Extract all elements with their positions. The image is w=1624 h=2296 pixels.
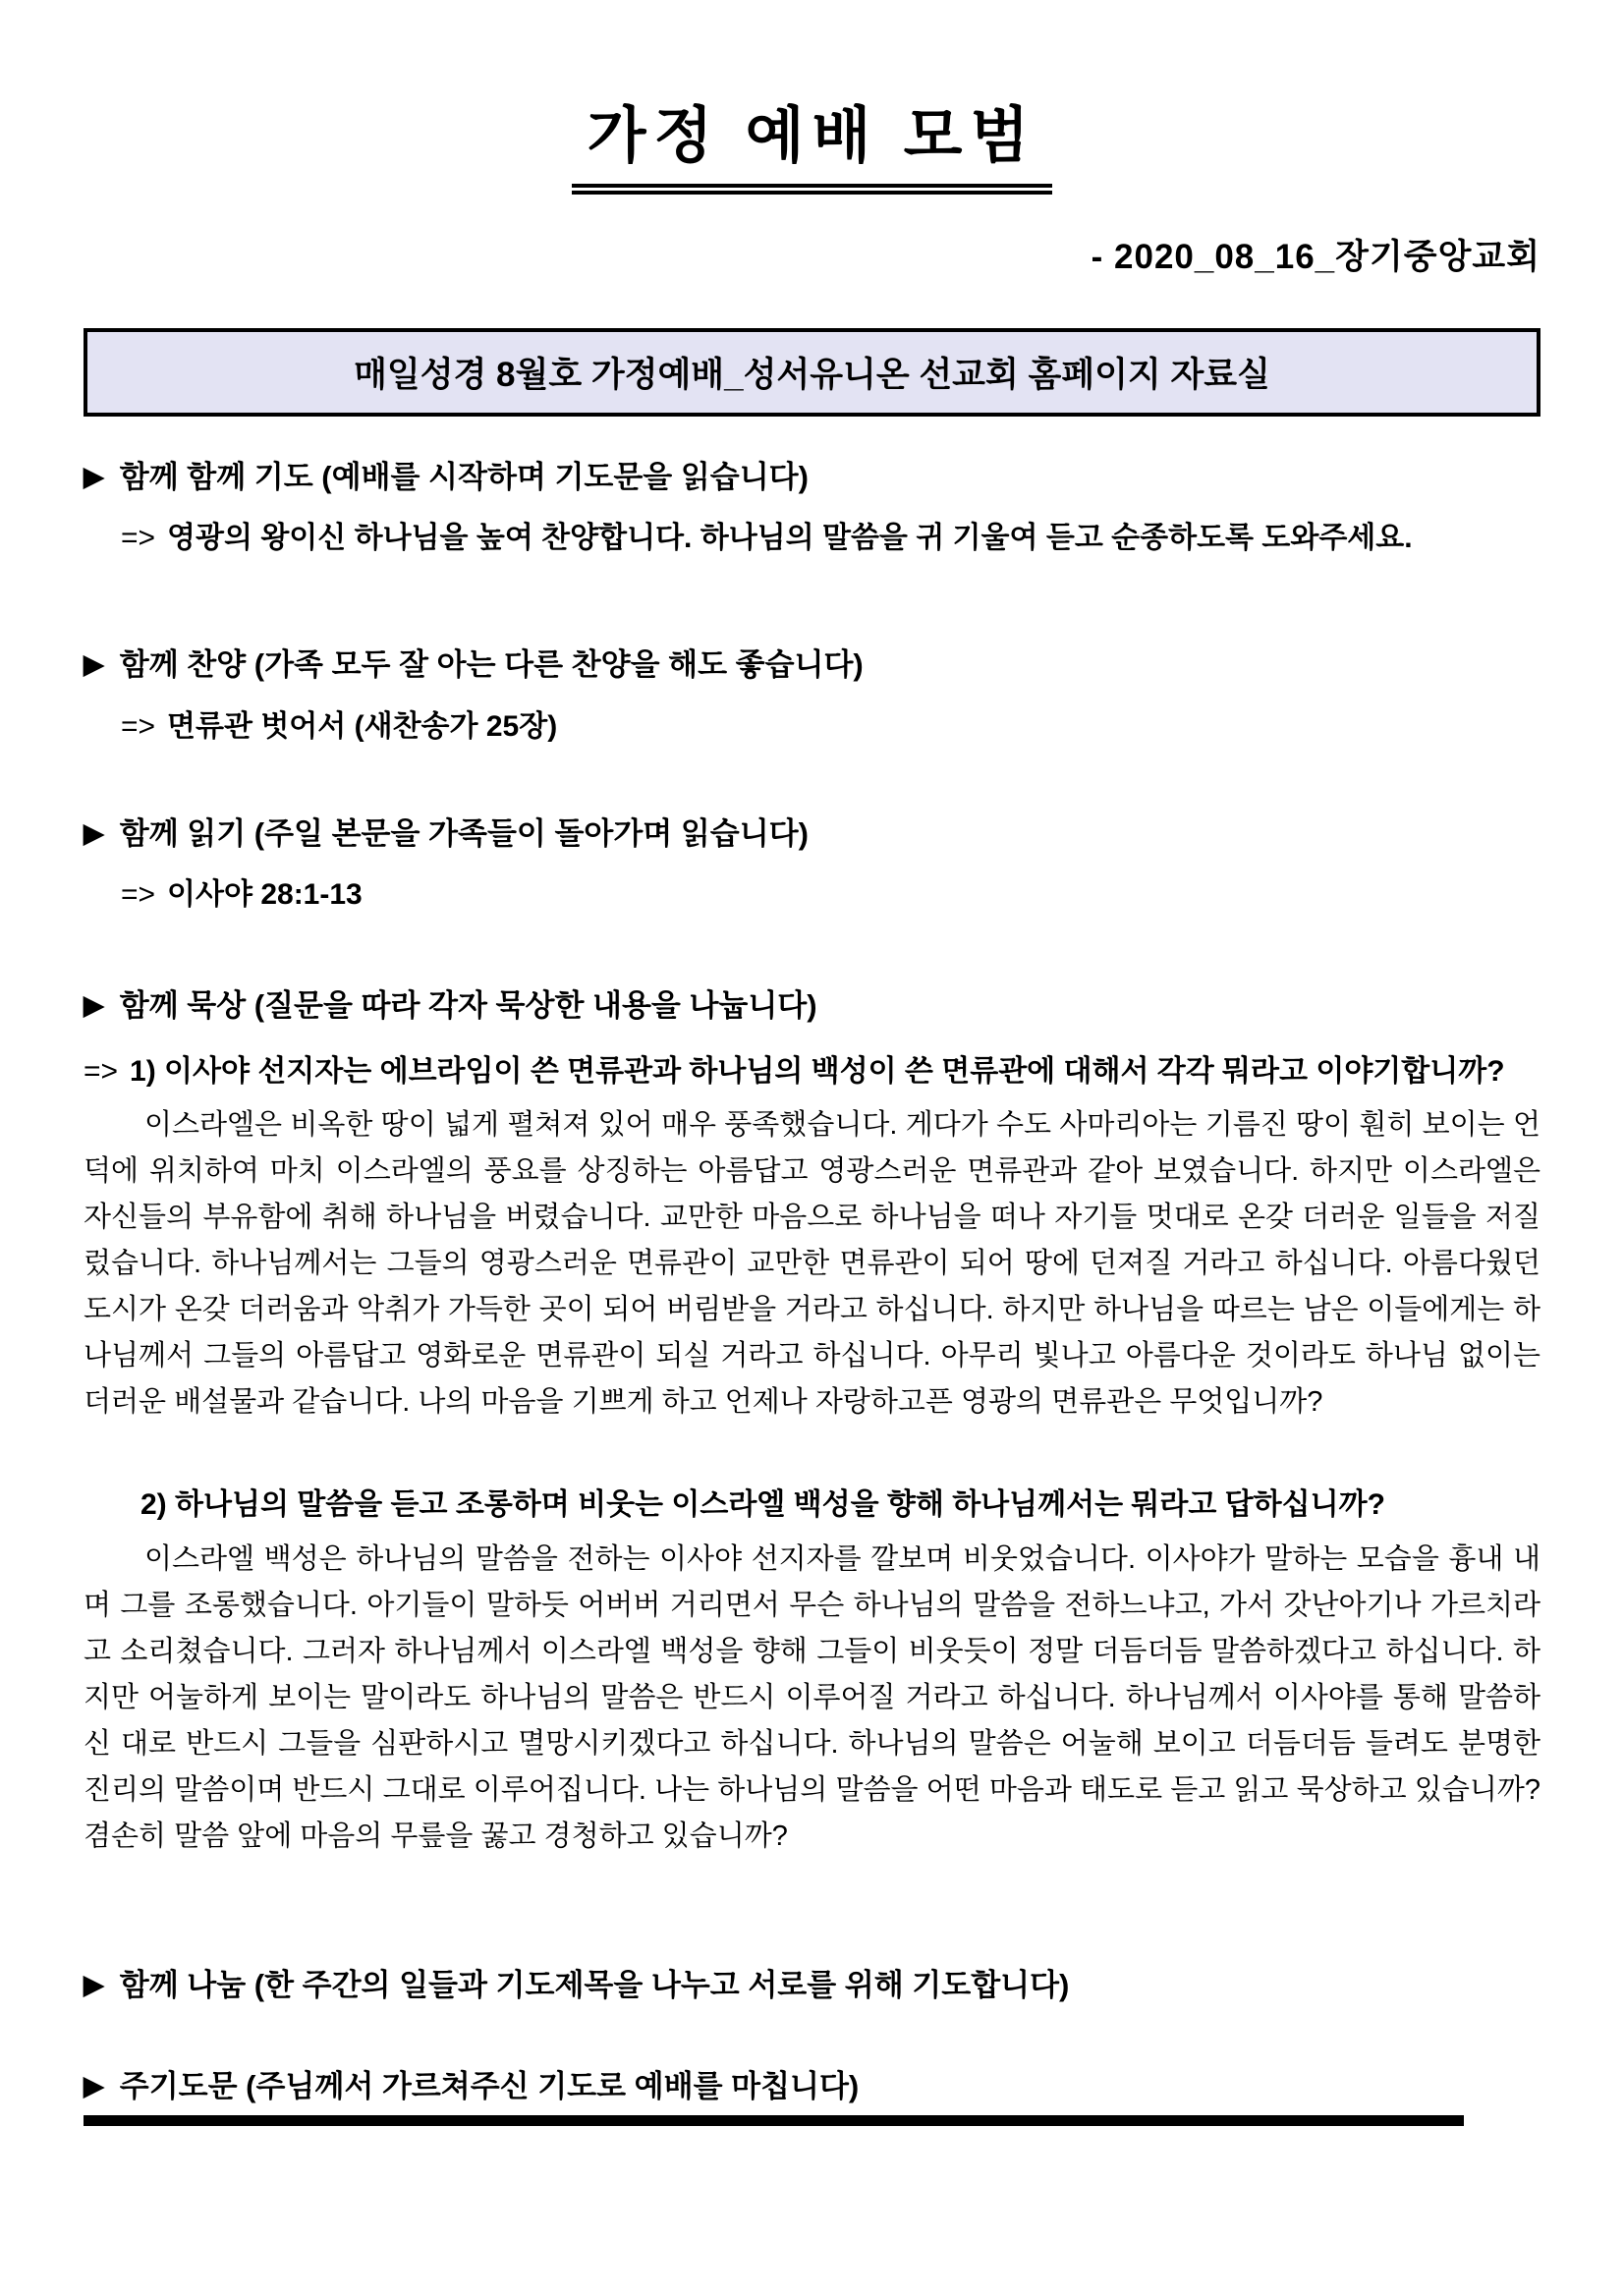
bullet-triangle-icon: ▶	[84, 1969, 104, 1999]
section-prayer-response	[121, 518, 1540, 559]
meditation-answer-2: 이스라엘 백성은 하나님의 말씀을 전하는 이사야 선지자를 깔보며 비웃었습니다. 이사야가 말하는 모습을 흉내 내며 그를 조롱했습니다. 아기들이 말하듯 어버버 거리면서 무슨 하나님의 말씀을 전하느냐고, 가서 갓난아기나 가르치라고 소리쳤습니다. 그러자 하나님께서 이스라엘 백성을 향해 그들이 비웃듯이 정말 더듬더듬 말씀하겠다고 하십니다. 하지만 어눌하게 보이는 말이라도 하나님의 말씀은 반드시 이루어질 거라고 하십니다. 하나님께서 이사야를 통해 말씀하신 대로 반드시 그들을 심판하시고 멸망시키겠다고 하십니다. 하나님의 말씀은 어눌해 보이고 더듬더듬 들려도 분명한 진리의 말씀이며 반드시 그대로 이루어집니다. 나는 하나님의 말씀을 어떤 마음과 태도로 듣고 읽고 묵상하고 있습니까? 겸손히 말씀 앞에 마음의 무릎을 꿇고 경청하고 있습니까?	[84, 1542, 1540, 1852]
meditation-question-2: 2) 하나님의 말씀을 듣고 조롱하며 비웃는 이스라엘 백성을 향해 하나님께서는 뭐라고 답하십니까?	[140, 1488, 1385, 1522]
arrow-icon: =>	[84, 1054, 119, 1088]
arrow-icon: =>	[121, 522, 156, 555]
section-praise-response-text: 면류관 벗어서 (새찬송가 25장)	[167, 709, 558, 743]
section-sharing-heading-text: 함께 나눔 (한 주간의 일들과 기도제목을 나누고 서로를 위해 기도합니다)	[119, 1967, 1070, 2002]
section-prayer-response-text: 영광의 왕이신 하나님을 높여 찬양합니다. 하나님의 말씀을 귀 기울여 듣고 순종하도록 도와주세요.	[167, 522, 1413, 555]
section-praise-heading	[84, 644, 1540, 686]
bullet-triangle-icon: ▶	[84, 817, 104, 848]
section-sharing-heading	[84, 1964, 1540, 2006]
section-lords-prayer-heading	[84, 2065, 1540, 2107]
section-reading-heading-text: 함께 읽기 (주일 본문을 가족들이 돌아가며 읽습니다)	[119, 815, 809, 851]
bottom-divider	[84, 2115, 1464, 2126]
section-meditation-heading	[84, 984, 1540, 1027]
section-lords-prayer-heading-text: 주기도문 (주님께서 가르쳐주신 기도로 예배를 마칩니다)	[119, 2068, 860, 2103]
section-praise-heading-text: 함께 찬양 (가족 모두 잘 아는 다른 찬양을 해도 좋습니다)	[119, 647, 864, 683]
meditation-answer-1: 이스라엘은 비옥한 땅이 넓게 펼쳐져 있어 매우 풍족했습니다. 게다가 수도 사마리아는 기름진 땅이 훤히 보이는 언덕에 위치하여 마치 이스라엘의 풍요를 상징하는 아름답고 영광스러운 면류관과 같아 보였습니다. 하지만 이스라엘은 자신들의 부유함에 취해 하나님을 버렸습니다. 교만한 마음으로 하나님을 떠나 자기들 멋대로 온갖 더러운 일들을 저질렀습니다. 하나님께서는 그들의 영광스러운 면류관이 교만한 면류관이 되어 땅에 던져질 거라고 하십니다. 아름다웠던 도시가 온갖 더러움과 악취가 가득한 곳이 되어 버림받을 거라고 하십니다. 하지만 하나님을 따르는 남은 이들에게는 하나님께서 그들의 아름답고 영화로운 면류관이 되실 거라고 하십니다. 아무리 빛나고 아름다운 것이라도 하나님 없이는 더러운 배설물과 같습니다. 나의 마음을 기쁘게 하고 언제나 자랑하고픈 영광의 면류관은 무엇입니까?	[84, 1109, 1540, 1419]
meditation-question-1	[84, 1049, 1540, 1095]
source-banner	[84, 328, 1540, 417]
bullet-triangle-icon: ▶	[84, 462, 104, 491]
section-prayer-heading-text: 함께 함께 기도 (예배를 시작하며 기도문을 읽습니다)	[119, 460, 809, 494]
source-banner-text: 매일성경 8월호 가정예배_성서유니온 선교회 홈페이지 자료실	[354, 356, 1270, 394]
date-church-line: - 2020_08_16_장기중앙교회	[1091, 238, 1540, 276]
page-title: 가정 예배 모범	[572, 86, 1053, 195]
section-reading-heading	[84, 812, 1540, 855]
bullet-triangle-icon: ▶	[84, 2070, 104, 2100]
bullet-triangle-icon: ▶	[84, 990, 104, 1021]
meditation-question-1-text: 1) 이사야 선지자는 에브라임이 쓴 면류관과 하나님의 백성이 쓴 면류관에 대해서 각각 뭐라고 이야기합니까?	[130, 1054, 1505, 1088]
section-praise-response	[121, 706, 1540, 748]
title-block	[84, 86, 1540, 195]
section-reading-response-text: 이사야 28:1-13	[167, 878, 363, 912]
bullet-triangle-icon: ▶	[84, 649, 104, 680]
arrow-icon: =>	[121, 709, 156, 743]
section-reading-response	[121, 874, 1540, 916]
arrow-icon: =>	[121, 878, 156, 912]
section-meditation-heading-text: 함께 묵상 (질문을 따라 각자 묵상한 내용을 나눕니다)	[119, 988, 817, 1024]
section-prayer-heading	[84, 456, 1540, 498]
